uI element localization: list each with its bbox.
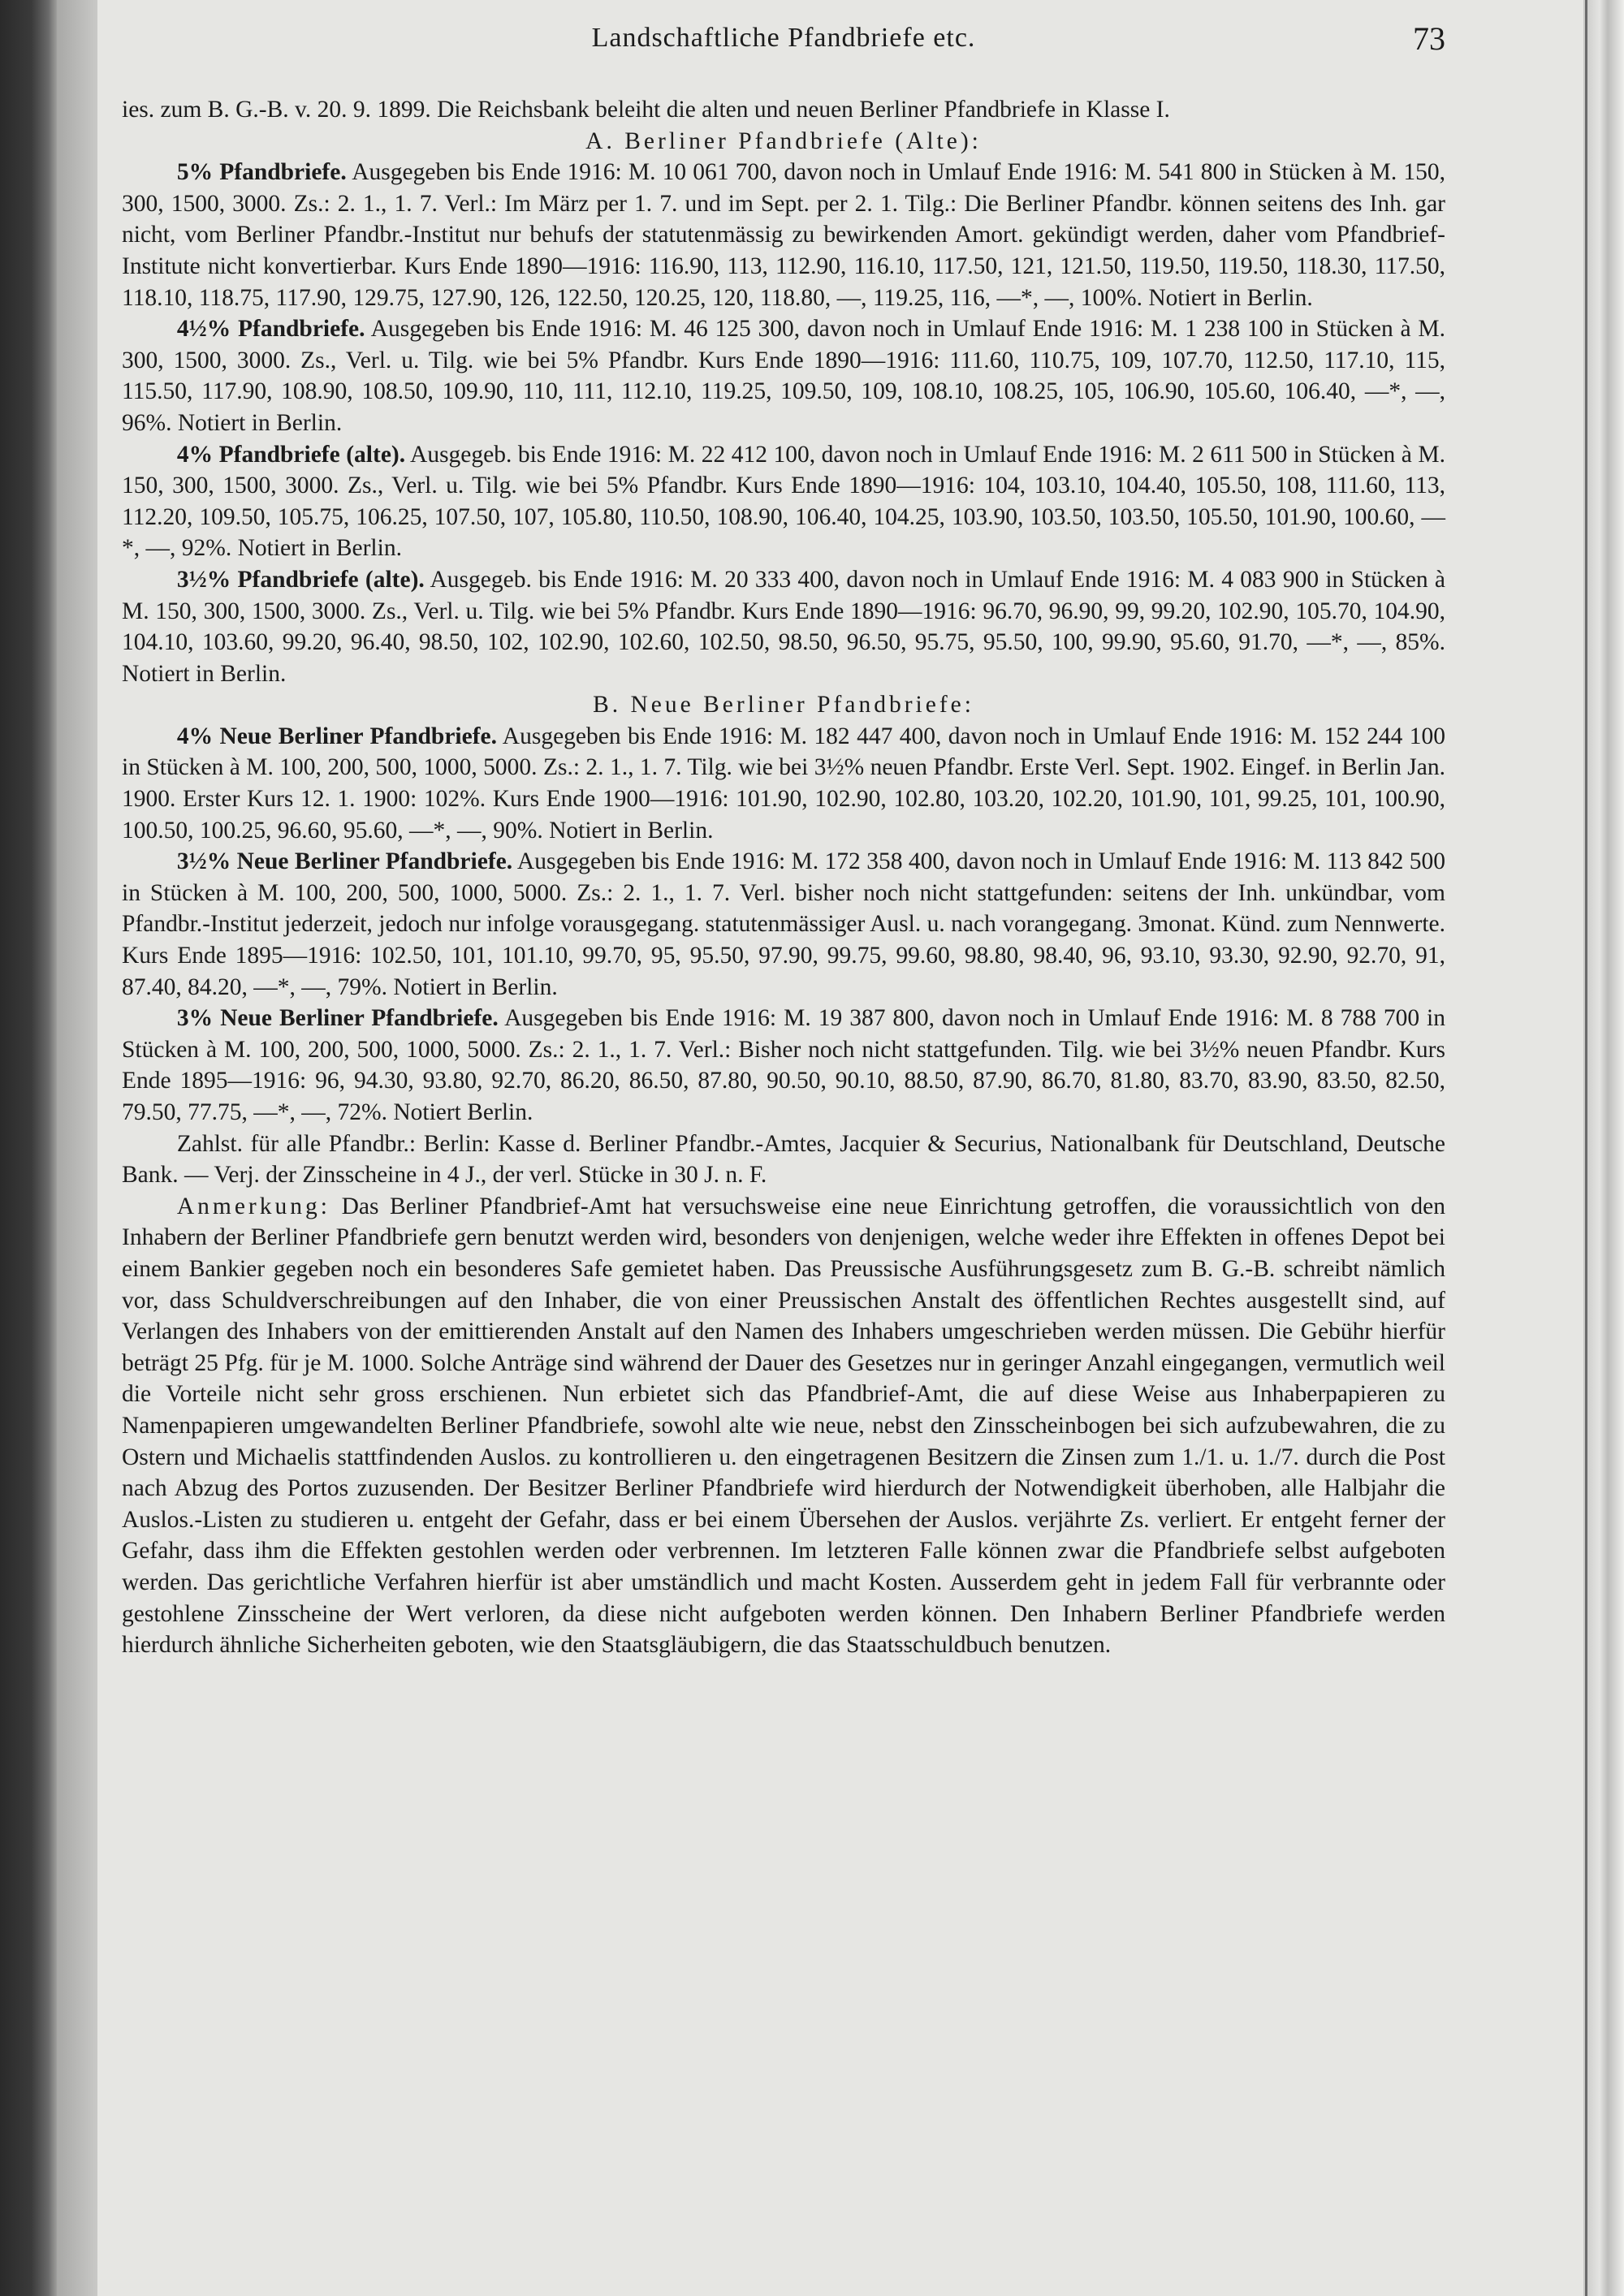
section-b-heading: B. Neue Berliner Pfandbriefe: [593, 692, 974, 719]
entry-b3-lead: 3% Neue Berliner Pfandbriefe. [176, 1005, 499, 1032]
running-title: Landschaftliche Pfandbriefe etc. [591, 23, 976, 53]
entry-b1-text: Ausgegeben bis Ende 1916: M. 182 447 400, davon noch in Umlauf Ende 1916: M. 152 244 100 in Stücken à M. 100, 200, 500, 1000, 5000. Zs.: 2. 1., 1. 7. Tilg. wie bei 3½% neuen Pfandbr. Erste Verl. Sept. 1902. Eingef. in Berlin Jan. 1900. Erster Kurs 12. 1. 1900: 102%. Kurs Ende 1900—1916: 101.90, 102.90, 102.80, 103.20, 102.20, 101.90, 101, 99.25, 101, 100.90, 100.50, 100.25, 96.60, 95.60, —*, —, 90%. Notiert in Berlin. [122, 723, 1446, 844]
section-a-heading: A. Berliner Pfandbriefe (Alte): [585, 127, 982, 154]
entry-b1-lead: 4% Neue Berliner Pfandbriefe. [176, 723, 497, 749]
entry-a3-text: Ausgegeb. bis Ende 1916: M. 22 412 100, davon noch in Umlauf Ende 1916: M. 2 611 500 in Stücken à M. 150, 300, 1500, 3000. Zs., Verl. u. Tilg. wie bei 5% Pfandbr. Kurs Ende 1890—1916: 104, 103.10, 104.40, 105.50, 108, 111.60, 113, 112.20, 109.50, 105.75, 106.25, 107.50, 107, 105.80, 110.50, 108.90, 106.40, 104.25, 103.90, 103.50, 103.50, 105.50, 101.90, 100.60, —*, —, 92%. Notiert in Berlin. [122, 441, 1446, 562]
page-edge-line [1585, 0, 1587, 2296]
book-spine-shadow [0, 0, 57, 2296]
entry-a2-text: Ausgegeben bis Ende 1916: M. 46 125 300, davon noch in Umlauf Ende 1916: M. 1 238 100 in Stücken à M. 300, 1500, 3000. Zs., Verl. u. Tilg. wie bei 5% Pfandbr. Kurs Ende 1890—1916: 111.60, 110.75, 109, 107.70, 112.50, 117.10, 115, 115.50, 117.90, 108.90, 108.50, 109.90, 110, 111, 112.10, 119.25, 109.50, 109, 108.10, 108.25, 105, 106.90, 105.60, 106.40, —*, —, 96%. Notiert in Berlin. [122, 316, 1445, 436]
entry-b2-lead: 3½% Neue Berliner Pfandbriefe. [176, 848, 513, 875]
intro-paragraph: ies. zum B. G.-B. v. 20. 9. 1899. Die Reichsbank beleiht die alten und neuen Berliner Pfandbriefe in Klasse I. [122, 97, 1170, 123]
entry-a4 [122, 564, 1445, 689]
entry-b3-text: Ausgegeben bis Ende 1916: M. 19 387 800, davon noch in Umlauf Ende 1916: M. 8 788 700 in Stücken à M. 100, 200, 500, 1000, 5000. Zs.: 2. 1., 1. 7. Verl.: Bisher noch nicht stattgefunden. Tilg. wie bei 3½% neuen Pfandbr. Kurs Ende 1895—1916: 96, 94.30, 93.80, 92.70, 86.20, 86.50, 87.80, 90.50, 90.10, 88.50, 87.90, 86.70, 81.80, 83.70, 83.90, 83.50, 82.50, 79.50, 77.75, —*, —, 72%. Notiert Berlin. [122, 1005, 1446, 1125]
entry-b1 [122, 721, 1445, 846]
page-body [122, 94, 1445, 1661]
entry-b2 [122, 846, 1445, 1003]
entry-b2-text: Ausgegeben bis Ende 1916: M. 172 358 400, davon noch in Umlauf Ende 1916: M. 113 842 500 in Stücken à M. 100, 200, 500, 1000, 5000. Zs.: 2. 1., 1. 7. Verl. bisher noch nicht stattgefunden: seitens der Inh. unkündbar, vom Pfandbr.-Institut jederzeit, jedoch nur infolge vorausgegang. statutenmässiger Ausl. u. nach vorangegang. 3monat. Künd. zum Nennwerte. Kurs Ende 1895—1916: 102.50, 101, 101.10, 99.70, 95, 95.50, 97.90, 99.75, 99.60, 98.80, 98.40, 96, 93.10, 93.30, 92.90, 92.70, 91, 87.40, 84.20, —*, —, 79%. Notiert in Berlin. [122, 848, 1446, 1000]
zahlstellen-paragraph: Zahlst. für alle Pfandbr.: Berlin: Kasse d. Berliner Pfandbr.-Amtes, Jacquier & Securius, Nationalbank für Deutschland, Deutsche Bank. — Verj. der Zinsscheine in 4 J., der verl. Stücke in 30 J. n. F. [122, 1130, 1445, 1189]
entry-a4-lead: 3½% Pfandbriefe (alte). [176, 566, 425, 593]
entry-a1-lead: 5% Pfandbriefe. [176, 159, 347, 186]
entry-a2 [122, 313, 1445, 438]
page-edge [1583, 0, 1624, 2296]
page-number: 73 [1413, 20, 1445, 57]
entry-a1-text: Ausgegeben bis Ende 1916: M. 10 061 700, davon noch in Umlauf Ende 1916: M. 541 800 in Stücken à M. 150, 300, 1500, 3000. Zs.: 2. 1., 1. 7. Verl.: Im März per 1. 7. und im Sept. per 2. 1. Tilg.: Die Berliner Pfandbr. können seitens des Inh. gar nicht, vom Berliner Pfandbr.-Institut nur behufs der statutenmässig zu bewirkenden Amort. gekündigt werden, daher vom Pfandbrief-Institute nicht konvertierbar. Kurs Ende 1890—1916: 116.90, 113, 112.90, 116.10, 117.50, 121, 121.50, 119.50, 119.50, 118.30, 117.50, 118.10, 118.75, 117.90, 129.75, 127.90, 126, 122.50, 120.25, 120, 118.80, —, 119.25, 116, —*, —, 100%. Notiert in Berlin. [122, 159, 1445, 311]
entry-a1 [122, 157, 1445, 313]
anmerkung-text: Das Berliner Pfandbrief-Amt hat versuchsweise eine neue Einrichtung getroffen, die voraussichtlich von den Inhabern der Berliner Pfandbriefe gern benutzt werden wird, besonders von denjenigen, welche weder ihre Effekten in offenes Depot bei einem Bankier gegeben noch ein besonderes Safe gemietet haben. Das Preussische Ausführungsgesetz zum B. G.-B. schreibt nämlich vor, dass Schuldverschreibungen auf den Inhaber, die von einer Preussischen Anstalt des öffentlichen Rechtes ausgestellt sind, auf Verlangen des Inhabers von der emittierenden Anstalt auf den Namen des Inhabers umgeschrieben werden müssen. Die Gebühr hierfür beträgt 25 Pfg. für je M. 1000. Solche Anträge sind während der Dauer des Gesetzes nur in geringer Anzahl eingegangen, vermutlich weil die Vorteile nicht sehr gross erschienen. Nun erbietet sich das Pfandbrief-Amt, die auf diese Weise aus Inhaberpapieren zu Namenpapieren umgewandelten Berliner Pfandbriefe, sowohl alte wie neue, nebst den Zinsscheinbogen bei sich aufzubewahren, die zu Ostern und Michaelis stattfindenden Auslos. zu kontrollieren u. den eingetragenen Besitzern die Zinsen zum 1./1. u. 1./7. durch die Post nach Abzug des Portos zuzusenden. Der Besitzer Berliner Pfandbriefe wird hierdurch der Notwendigkeit überhoben, alle Halbjahr die Auslos.-Listen zu studieren u. entgeht der Gefahr, dass er bei einem Übersehen der Auslos. verjährte Zs. verliert. Er entgeht ferner der Gefahr, dass ihm die Effekten gestohlen werden oder verbrennen. Im letzteren Falle können zwar die Pfandbriefe selbst aufgeboten werden. Das gerichtliche Verfahren hierfür ist aber umständlich und macht Kosten. Ausserdem geht in jedem Fall für verbrannte oder gestohlene Zinsscheine der Wert verloren, da diese nicht aufgeboten werden können. Den Inhabern Berliner Pfandbriefe werden hierdurch ähnliche Sicherheiten geboten, wie den Staatsgläubigern, die das Staatsschuldbuch benutzen. [122, 1193, 1446, 1659]
anmerkung-lead: Anmerkung: [176, 1193, 330, 1219]
entry-a3 [122, 439, 1445, 564]
entry-a2-lead: 4½% Pfandbriefe. [176, 316, 365, 343]
entry-a3-lead: 4% Pfandbriefe (alte). [176, 441, 406, 468]
anmerkung-paragraph [122, 1191, 1445, 1661]
entry-b3 [122, 1003, 1445, 1128]
page-header [122, 20, 1445, 63]
entry-a4-text: Ausgegeb. bis Ende 1916: M. 20 333 400, davon noch in Umlauf Ende 1916: M. 4 083 900 in Stücken à M. 150, 300, 1500, 3000. Zs., Verl. u. Tilg. wie bei 5% Pfandbr. Kurs Ende 1890—1916: 96.70, 96.90, 99, 99.20, 102.90, 105.70, 104.90, 104.10, 103.60, 99.20, 96.40, 98.50, 102, 102.90, 102.60, 102.50, 98.50, 96.50, 95.75, 95.50, 100, 99.90, 95.60, 91.70, —*, —, 85%. Notiert in Berlin. [122, 566, 1446, 687]
